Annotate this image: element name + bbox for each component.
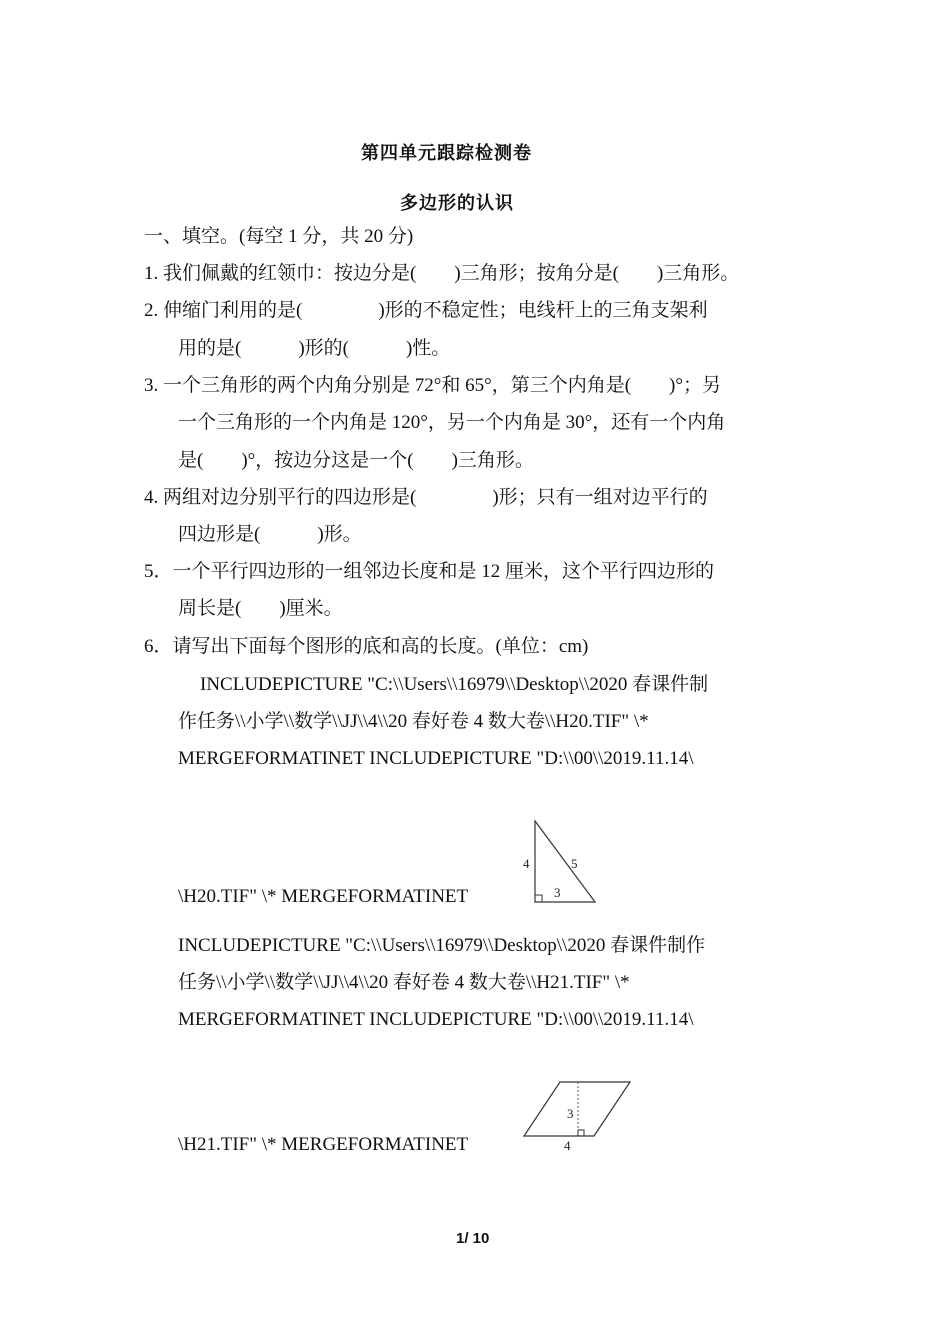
question-3-line-2: 一个三角形的一个内角是 120°，另一个内角是 30°，还有一个内角: [178, 412, 726, 433]
field-code-2-line-1: INCLUDEPICTURE "C:\\Users\\16979\\Desktop\\2020 春课件制作: [178, 935, 706, 956]
field-code-1-line-4: \H20.TIF" \* MERGEFORMATINET: [178, 886, 469, 907]
triangle-label-base: 3: [554, 885, 561, 900]
triangle-label-hyp: 5: [571, 856, 578, 871]
triangle-label-left: 4: [523, 856, 530, 871]
parallelogram-figure: [518, 1078, 638, 1153]
question-3-line-1: 3. 一个三角形的两个内角分别是 72°和 65°，第三个内角是( )°；另: [144, 375, 721, 396]
question-5-line-2: 周长是( )厘米。: [178, 598, 343, 619]
right-angle-mark: [535, 895, 542, 902]
field-code-1-line-2: 作任务\\小学\\数学\\JJ\\4\\20 春好卷 4 数大卷\\H20.TIF" \*: [178, 711, 649, 732]
question-2-line-1: 2. 伸缩门利用的是( )形的不稳定性；电线杆上的三角支架利: [144, 300, 708, 321]
question-5-line-1: 5．一个平行四边形的一组邻边长度和是 12 厘米，这个平行四边形的: [144, 561, 715, 582]
question-1: 1. 我们佩戴的红领巾：按边分是( )三角形；按角分是( )三角形。: [144, 263, 740, 284]
question-2-line-2: 用的是( )形的( )性。: [178, 338, 451, 359]
parallelogram-label-height: 3: [567, 1106, 574, 1121]
question-3-line-3: 是( )°，按边分这是一个( )三角形。: [178, 450, 534, 471]
field-code-1-line-3: MERGEFORMATINET INCLUDEPICTURE "D:\\00\\2019.11.14\: [178, 748, 694, 769]
field-code-2-line-4: \H21.TIF" \* MERGEFORMATINET: [178, 1134, 469, 1155]
field-code-2-line-2: 任务\\小学\\数学\\JJ\\4\\20 春好卷 4 数大卷\\H21.TIF" \*: [178, 972, 630, 993]
section-heading: 一、填空。(每空 1 分，共 20 分): [144, 226, 414, 247]
parallelogram-outline: [524, 1082, 630, 1136]
field-code-1-line-1: INCLUDEPICTURE "C:\\Users\\16979\\Desktop\\2020 春课件制: [200, 674, 709, 695]
parallelogram-label-base: 4: [564, 1138, 571, 1153]
question-4-line-1: 4. 两组对边分别平行的四边形是( )形；只有一组对边平行的: [144, 487, 708, 508]
page-subtitle: 多边形的认识: [400, 193, 514, 214]
page-title: 第四单元跟踪检测卷: [361, 143, 532, 164]
triangle-outline: [535, 821, 595, 902]
right-triangle-figure: [515, 815, 605, 907]
question-6: 6．请写出下面每个图形的底和高的长度。(单位：cm): [144, 636, 589, 657]
right-angle-mark: [578, 1130, 584, 1136]
page-number: 1/ 10: [456, 1230, 490, 1247]
field-code-2-line-3: MERGEFORMATINET INCLUDEPICTURE "D:\\00\\2019.11.14\: [178, 1009, 694, 1030]
question-4-line-2: 四边形是( )形。: [178, 524, 362, 545]
